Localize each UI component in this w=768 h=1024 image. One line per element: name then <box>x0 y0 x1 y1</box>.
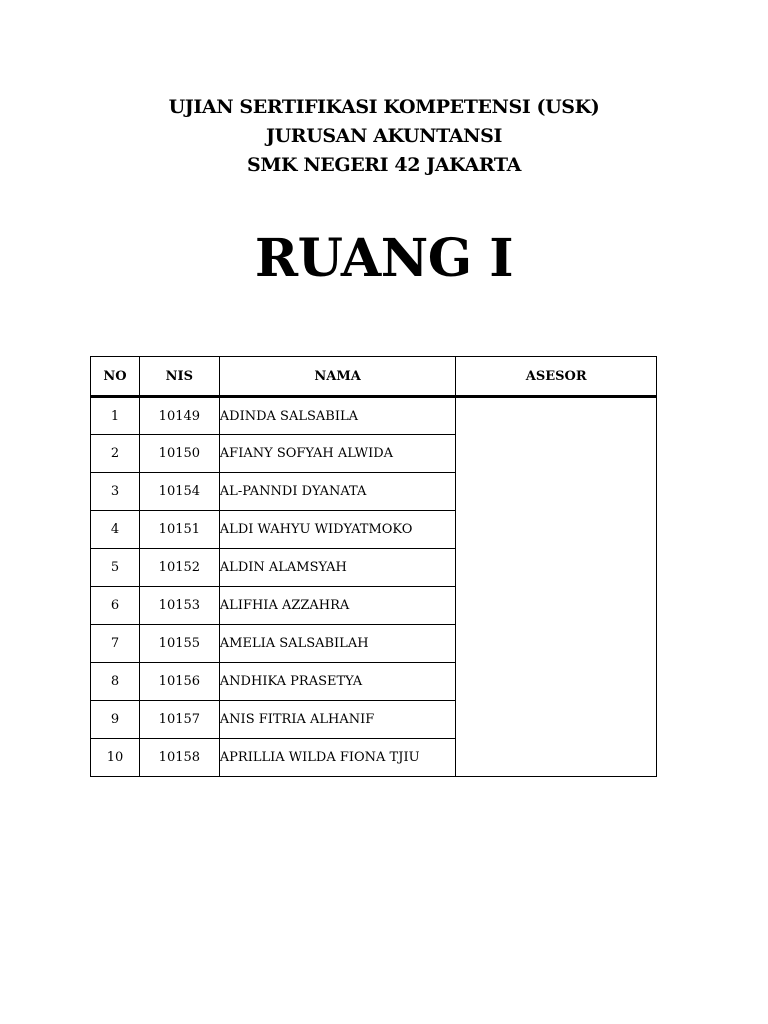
student-nis-cell: 10156 <box>139 663 219 701</box>
student-name-cell: AL-PANNDI DYANATA <box>219 473 456 511</box>
row-number-cell: 9 <box>91 701 140 739</box>
table-body <box>91 397 657 777</box>
student-nis-cell: 10157 <box>139 701 219 739</box>
row-number-cell: 2 <box>91 435 140 473</box>
row-number-cell: 10 <box>91 739 140 777</box>
student-name-cell: ADINDA SALSABILA <box>219 397 456 435</box>
column-header-asesor: ASESOR <box>456 357 657 397</box>
student-nis-cell: 10149 <box>139 397 219 435</box>
student-name-cell: ALIFHIA AZZAHRA <box>219 587 456 625</box>
table-row <box>91 397 657 435</box>
student-name-cell: ALDIN ALAMSYAH <box>219 549 456 587</box>
column-header-nis: NIS <box>139 357 219 397</box>
column-header-nama: NAMA <box>219 357 456 397</box>
exam-title: UJIAN SERTIFIKASI KOMPETENSI (USK) <box>168 96 600 118</box>
asesor-merged-cell <box>456 397 657 777</box>
row-number-cell: 7 <box>91 625 140 663</box>
student-nis-cell: 10153 <box>139 587 219 625</box>
row-number-cell: 6 <box>91 587 140 625</box>
column-header-no: NO <box>91 357 140 397</box>
student-nis-cell: 10154 <box>139 473 219 511</box>
row-number-cell: 1 <box>91 397 140 435</box>
student-roster-table <box>90 356 657 777</box>
room-title: RUANG I <box>254 228 514 289</box>
student-nis-cell: 10158 <box>139 739 219 777</box>
row-number-cell: 3 <box>91 473 140 511</box>
row-number-cell: 8 <box>91 663 140 701</box>
student-name-cell: AFIANY SOFYAH ALWIDA <box>219 435 456 473</box>
student-name-cell: ANDHIKA PRASETYA <box>219 663 456 701</box>
student-name-cell: ALDI WAHYU WIDYATMOKO <box>219 511 456 549</box>
student-nis-cell: 10151 <box>139 511 219 549</box>
table-header-row <box>91 357 657 397</box>
row-number-cell: 4 <box>91 511 140 549</box>
department-title: JURUSAN AKUNTANSI <box>266 125 502 147</box>
row-number-cell: 5 <box>91 549 140 587</box>
student-nis-cell: 10150 <box>139 435 219 473</box>
student-nis-cell: 10155 <box>139 625 219 663</box>
student-name-cell: APRILLIA WILDA FIONA TJIU <box>219 739 456 777</box>
school-title: SMK NEGERI 42 JAKARTA <box>247 154 521 176</box>
student-name-cell: ANIS FITRIA ALHANIF <box>219 701 456 739</box>
document-header <box>0 93 768 180</box>
student-name-cell: AMELIA SALSABILAH <box>219 625 456 663</box>
student-nis-cell: 10152 <box>139 549 219 587</box>
